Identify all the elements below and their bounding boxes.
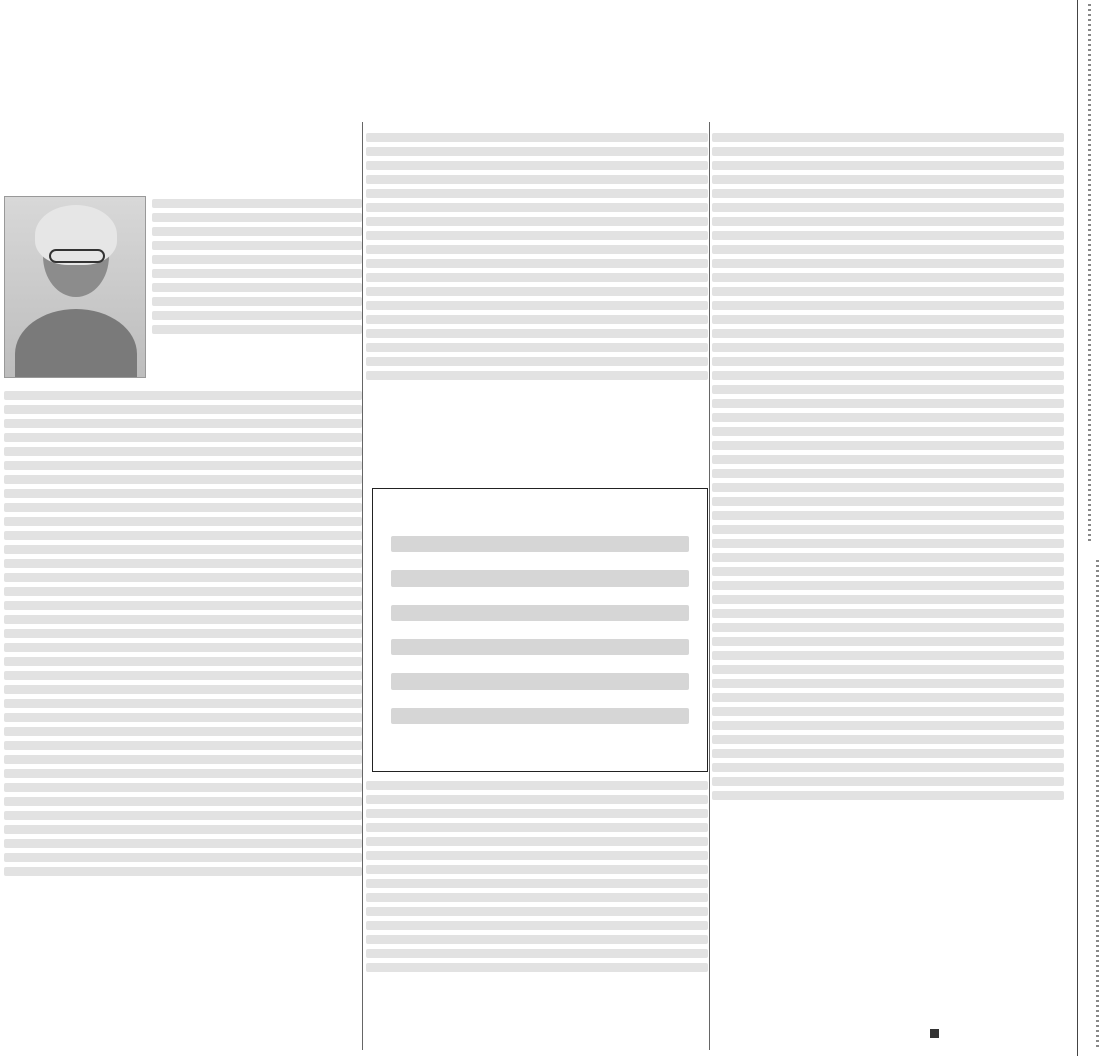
text-placeholder-line — [152, 283, 362, 292]
column-divider — [362, 122, 363, 1050]
text-placeholder-line — [712, 175, 1064, 184]
text-placeholder-line — [712, 567, 1064, 576]
text-placeholder-line — [366, 147, 708, 156]
text-placeholder-line — [712, 483, 1064, 492]
text-placeholder-line — [366, 287, 708, 296]
text-placeholder-line — [712, 189, 1064, 198]
text-placeholder-line — [712, 245, 1064, 254]
author-photo-glasses — [49, 249, 105, 263]
text-placeholder-line — [712, 679, 1064, 688]
text-placeholder-line — [712, 735, 1064, 744]
text-placeholder-line — [712, 665, 1064, 674]
text-placeholder-line — [712, 287, 1064, 296]
text-placeholder-line — [4, 433, 362, 442]
article-column-2-bottom — [366, 776, 708, 1048]
text-placeholder-line — [366, 301, 708, 310]
pull-quote-placeholder-line — [391, 570, 689, 586]
text-placeholder-line — [712, 749, 1064, 758]
text-placeholder-line — [152, 269, 362, 278]
pull-quote-placeholder-line — [391, 673, 689, 689]
author-credit — [930, 1022, 1065, 1044]
text-placeholder-line — [712, 385, 1064, 394]
text-placeholder-line — [712, 203, 1064, 212]
text-placeholder-line — [4, 475, 362, 484]
text-placeholder-line — [4, 615, 362, 624]
text-placeholder-line — [712, 455, 1064, 464]
text-placeholder-line — [712, 469, 1064, 478]
text-placeholder-line — [712, 399, 1064, 408]
text-placeholder-line — [366, 921, 708, 930]
text-placeholder-line — [366, 809, 708, 818]
text-placeholder-line — [366, 175, 708, 184]
text-placeholder-line — [712, 637, 1064, 646]
text-placeholder-line — [4, 447, 362, 456]
text-placeholder-line — [712, 133, 1064, 142]
text-placeholder-line — [366, 935, 708, 944]
text-placeholder-line — [4, 461, 362, 470]
square-icon — [930, 1029, 939, 1038]
text-placeholder-line — [4, 573, 362, 582]
text-placeholder-line — [152, 255, 362, 264]
text-placeholder-line — [712, 581, 1064, 590]
text-placeholder-line — [366, 795, 708, 804]
text-placeholder-line — [4, 391, 362, 400]
text-placeholder-line — [366, 343, 708, 352]
text-placeholder-line — [4, 503, 362, 512]
text-placeholder-line — [712, 497, 1064, 506]
text-placeholder-line — [4, 489, 362, 498]
author-photo-shoulders — [15, 309, 137, 378]
text-placeholder-line — [712, 791, 1064, 800]
text-placeholder-line — [712, 217, 1064, 226]
article-column-3 — [712, 128, 1064, 1018]
text-placeholder-line — [4, 419, 362, 428]
text-placeholder-line — [712, 231, 1064, 240]
text-placeholder-line — [152, 199, 362, 208]
text-placeholder-line — [366, 949, 708, 958]
text-placeholder-line — [366, 837, 708, 846]
text-placeholder-line — [712, 595, 1064, 604]
pull-quote-placeholder-line — [391, 708, 689, 724]
text-placeholder-line — [4, 685, 362, 694]
text-placeholder-line — [366, 245, 708, 254]
text-placeholder-line — [712, 161, 1064, 170]
adjacent-page-text-strip — [1096, 560, 1099, 1050]
text-placeholder-line — [152, 297, 362, 306]
text-placeholder-line — [4, 825, 362, 834]
text-placeholder-line — [712, 273, 1064, 282]
text-placeholder-line — [366, 133, 708, 142]
text-placeholder-line — [4, 797, 362, 806]
text-placeholder-line — [4, 839, 362, 848]
text-placeholder-line — [366, 879, 708, 888]
text-placeholder-line — [366, 851, 708, 860]
text-placeholder-line — [4, 755, 362, 764]
text-placeholder-line — [712, 357, 1064, 366]
text-placeholder-line — [4, 741, 362, 750]
text-placeholder-line — [712, 539, 1064, 548]
text-placeholder-line — [4, 867, 362, 876]
text-placeholder-line — [152, 325, 362, 334]
text-placeholder-line — [4, 713, 362, 722]
text-placeholder-line — [4, 587, 362, 596]
text-placeholder-line — [366, 259, 708, 268]
pull-quote-placeholder-line — [391, 639, 689, 655]
page-right-rule — [1077, 0, 1078, 1056]
text-placeholder-line — [4, 531, 362, 540]
text-placeholder-line — [4, 545, 362, 554]
adjacent-page-edge — [1080, 0, 1107, 1056]
text-placeholder-line — [712, 371, 1064, 380]
text-placeholder-line — [366, 217, 708, 226]
text-placeholder-line — [366, 823, 708, 832]
text-placeholder-line — [152, 227, 362, 236]
text-placeholder-line — [4, 853, 362, 862]
text-placeholder-line — [712, 511, 1064, 520]
text-placeholder-line — [4, 783, 362, 792]
text-placeholder-line — [4, 629, 362, 638]
text-placeholder-line — [712, 609, 1064, 618]
text-placeholder-line — [4, 517, 362, 526]
text-placeholder-line — [366, 315, 708, 324]
text-placeholder-line — [712, 413, 1064, 422]
text-placeholder-line — [712, 693, 1064, 702]
text-placeholder-line — [4, 601, 362, 610]
text-placeholder-line — [4, 727, 362, 736]
text-placeholder-line — [712, 427, 1064, 436]
text-placeholder-line — [366, 371, 708, 380]
text-placeholder-line — [366, 781, 708, 790]
text-placeholder-line — [366, 231, 708, 240]
text-placeholder-line — [4, 405, 362, 414]
text-placeholder-line — [712, 301, 1064, 310]
pull-quote-placeholder-line — [391, 605, 689, 621]
text-placeholder-line — [712, 721, 1064, 730]
pull-quote-box — [372, 488, 708, 772]
text-placeholder-line — [366, 357, 708, 366]
text-placeholder-line — [366, 273, 708, 282]
text-placeholder-line — [712, 651, 1064, 660]
text-placeholder-line — [366, 963, 708, 972]
text-placeholder-line — [366, 907, 708, 916]
article-column-1-top — [152, 194, 362, 386]
text-placeholder-line — [4, 559, 362, 568]
text-placeholder-line — [712, 329, 1064, 338]
text-placeholder-line — [152, 311, 362, 320]
text-placeholder-line — [712, 553, 1064, 562]
text-placeholder-line — [712, 623, 1064, 632]
text-placeholder-line — [4, 769, 362, 778]
text-placeholder-line — [4, 643, 362, 652]
text-placeholder-line — [712, 259, 1064, 268]
text-placeholder-line — [366, 893, 708, 902]
author-photo — [4, 196, 146, 378]
article-column-2 — [366, 128, 708, 478]
text-placeholder-line — [712, 315, 1064, 324]
adjacent-page-text-strip — [1088, 4, 1091, 544]
text-placeholder-line — [712, 147, 1064, 156]
text-placeholder-line — [712, 763, 1064, 772]
text-placeholder-line — [4, 699, 362, 708]
text-placeholder-line — [366, 189, 708, 198]
text-placeholder-line — [4, 811, 362, 820]
text-placeholder-line — [712, 707, 1064, 716]
column-divider — [709, 122, 710, 1050]
text-placeholder-line — [712, 441, 1064, 450]
text-placeholder-line — [4, 657, 362, 666]
text-placeholder-line — [152, 213, 362, 222]
pull-quote-placeholder-line — [391, 536, 689, 552]
headline — [0, 18, 1075, 114]
text-placeholder-line — [366, 329, 708, 338]
byline — [86, 128, 366, 162]
article-column-1 — [4, 386, 362, 1048]
text-placeholder-line — [366, 161, 708, 170]
text-placeholder-line — [4, 671, 362, 680]
text-placeholder-line — [152, 241, 362, 250]
text-placeholder-line — [712, 525, 1064, 534]
text-placeholder-line — [712, 343, 1064, 352]
text-placeholder-line — [712, 777, 1064, 786]
text-placeholder-line — [366, 203, 708, 212]
text-placeholder-line — [366, 865, 708, 874]
